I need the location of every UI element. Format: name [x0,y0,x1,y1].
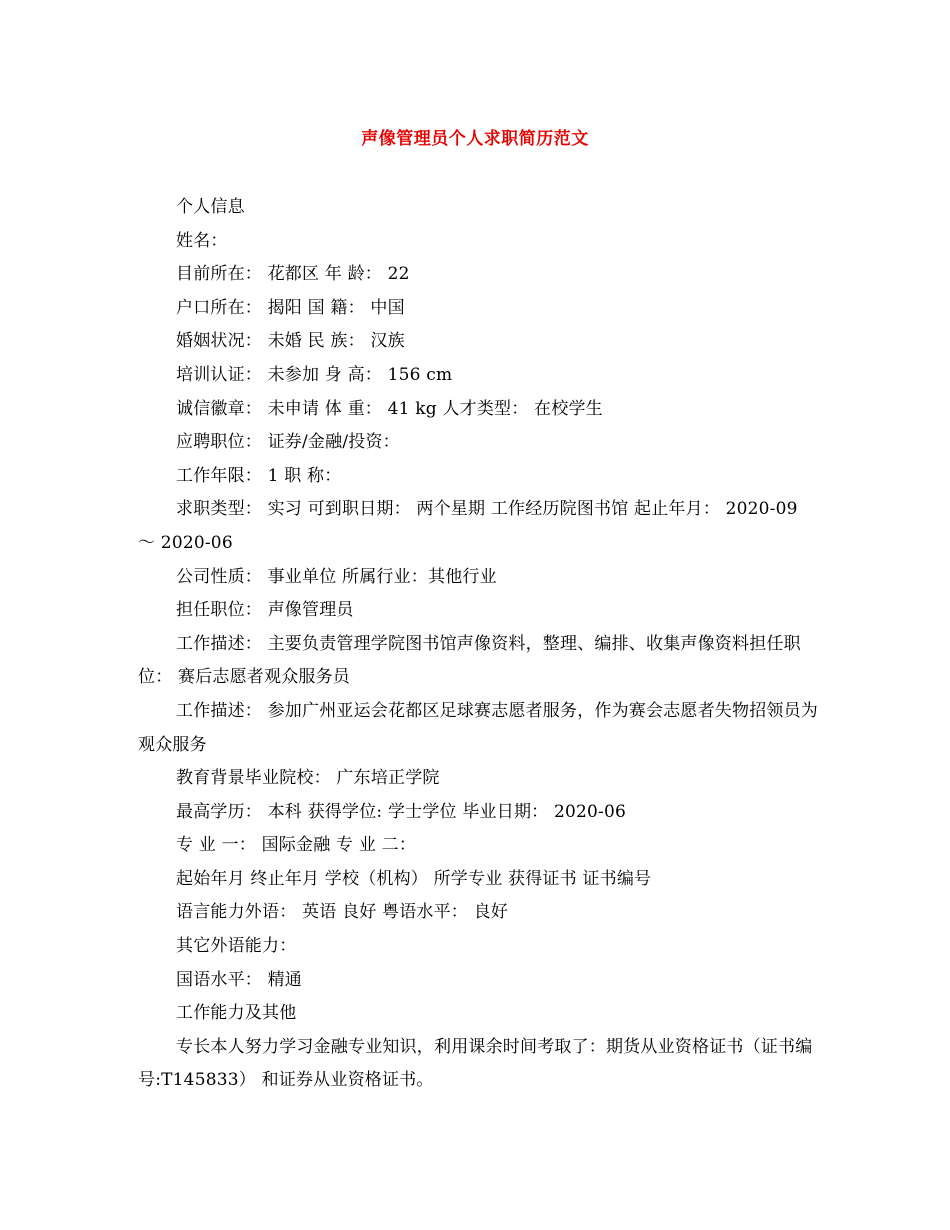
field-other-languages: 其它外语能力： [176,936,297,957]
section-heading-personal-info: 个人信息 [176,197,245,217]
field-education-school: 教育背景毕业院校： 广东培正学院 [176,768,440,789]
field-badge-weight-type: 诚信徽章： 未申请 体 重： 41 kg 人才类型： 在校学生 [176,398,603,419]
field-training-height: 培训认证： 未参加 身 高： 156 cm [176,364,453,385]
field-position-applied: 应聘职位： 证券/金融/投资： [176,432,400,453]
field-degree: 最高学历： 本科 获得学位: 学士学位 毕业日期： 2020-06 [176,801,626,822]
field-location-age: 目前所在： 花都区 年 龄： 22 [176,264,410,285]
field-education-columns: 起始年月 终止年月 学校（机构） 所学专业 获得证书 证书编号 [176,868,652,889]
field-name: 姓名： [176,230,228,251]
field-work-description-2: 工作描述： 参加广州亚运会花都区足球赛志愿者服务，作为赛会志愿者失物招领员为观众服务 [138,700,819,755]
field-majors: 专 业 一： 国际金融 专 业 二： [176,835,417,856]
document-title: 声像管理员个人求职简历范文 [361,129,589,149]
section-heading-abilities: 工作能力及其他 [176,1003,297,1024]
field-marital-ethnicity: 婚姻状况： 未婚 民 族： 汉族 [176,331,405,352]
field-company-industry: 公司性质： 事业单位 所属行业：其他行业 [176,566,497,587]
field-role-1: 担任职位： 声像管理员 [176,600,354,621]
field-specialty: 专长本人努力学习金融专业知识，利用课余时间考取了：期货从业资格证书（证书编号:T145833） 和证券从业资格证书。 [138,1036,813,1091]
field-hukou-nationality: 户口所在： 揭阳 国 籍： 中国 [176,297,405,318]
field-language-ability: 语言能力外语： 英语 良好 粤语水平： 良好 [176,902,509,923]
field-job-type-experience: 求职类型： 实习 可到职日期： 两个星期 工作经历院图书馆 起止年月： 2020-09 ～ 2020-06 [138,499,798,553]
field-years-title: 工作年限： 1 职 称： [176,465,342,486]
document-body [138,191,818,1098]
field-work-description-1: 工作描述： 主要负责管理学院图书馆声像资料，整理、编排、收集声像资料担任职位： 赛后志愿者观众服务员 [138,633,801,688]
field-mandarin-level: 国语水平： 精通 [176,969,303,990]
